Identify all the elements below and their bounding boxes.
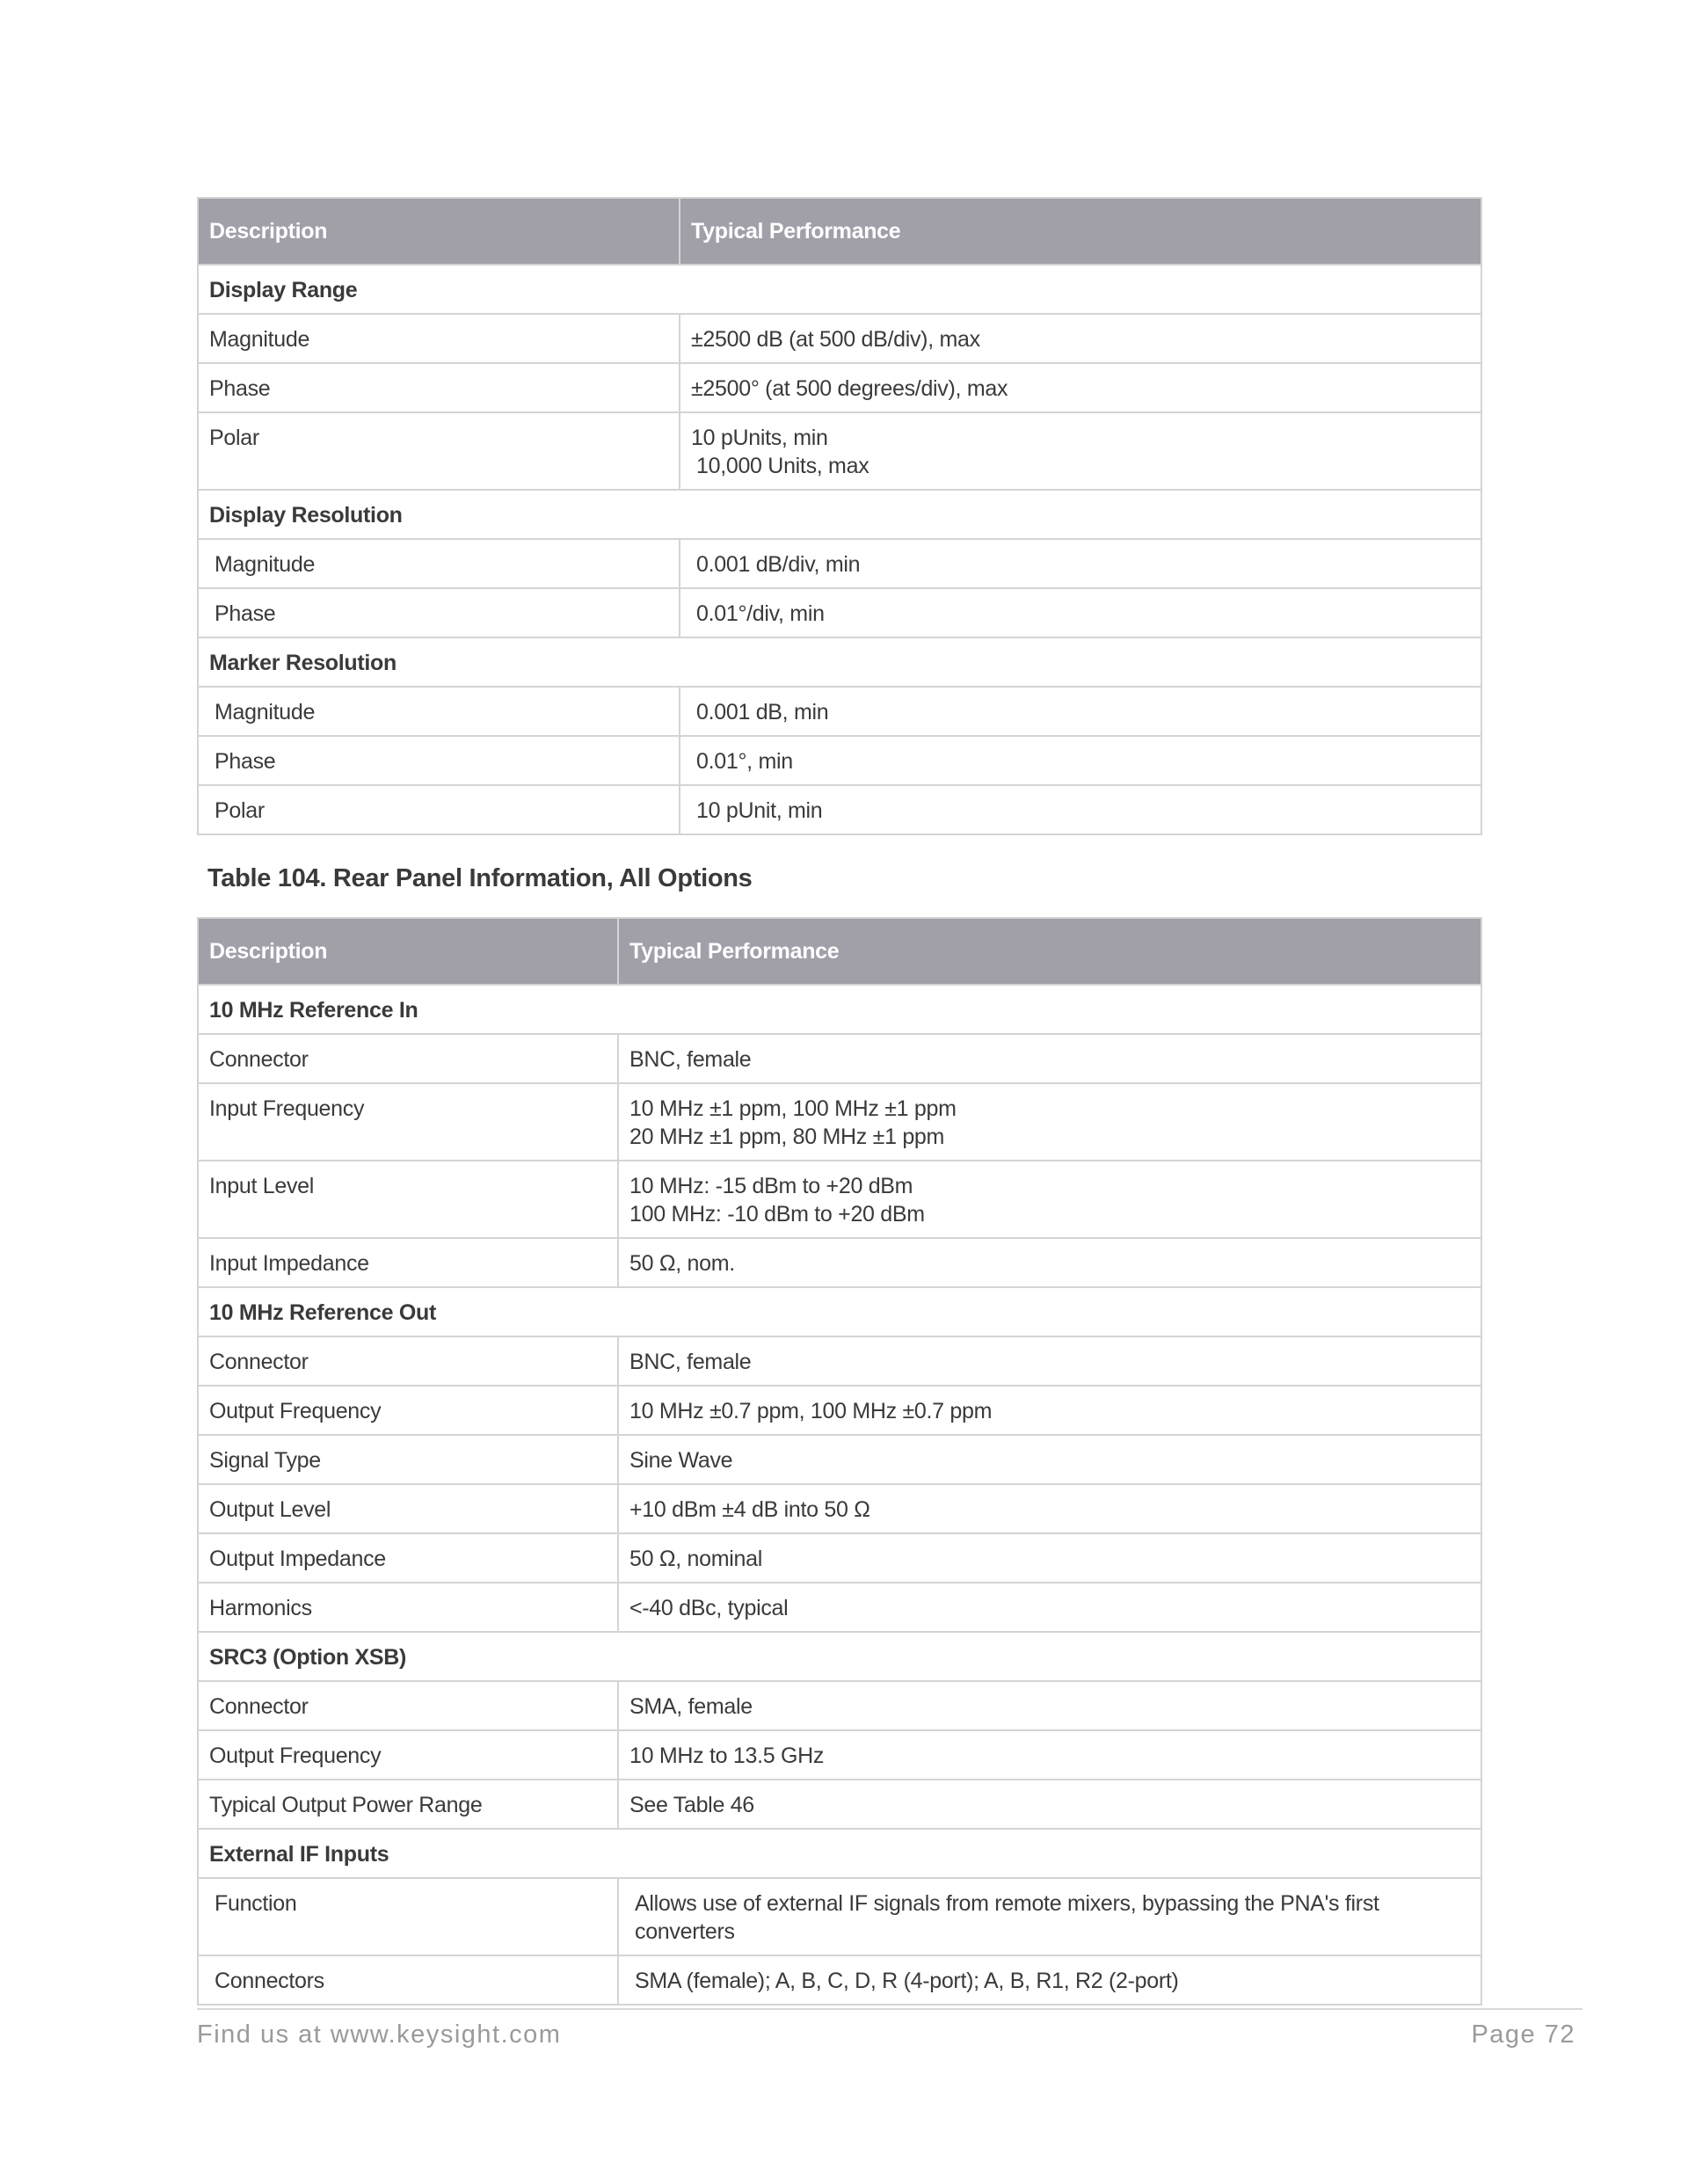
display-spec-table xyxy=(197,197,1482,835)
row-value xyxy=(618,1955,1481,2005)
row-description: Phase xyxy=(198,588,680,637)
column-header-description: Description xyxy=(198,198,680,265)
value-line: 100 MHz: -10 dBm to +20 dBm xyxy=(629,1202,925,1227)
row-description: Typical Output Power Range xyxy=(198,1780,618,1829)
table-row xyxy=(198,1955,1481,2005)
table-row xyxy=(198,363,1481,412)
table-row xyxy=(198,1533,1481,1583)
table-row xyxy=(198,1435,1481,1484)
page-number: Page 72 xyxy=(1471,2020,1575,2049)
row-description: Connector xyxy=(198,1336,618,1386)
row-value xyxy=(618,1435,1481,1484)
section-heading: SRC3 (Option XSB) xyxy=(198,1632,1481,1681)
row-value xyxy=(618,1878,1481,1955)
section-heading: 10 MHz Reference Out xyxy=(198,1287,1481,1336)
rear-panel-table xyxy=(197,917,1482,2006)
table-row xyxy=(198,539,1481,588)
value-line: BNC, female xyxy=(629,1047,752,1072)
value-line: See Table 46 xyxy=(629,1793,754,1817)
section-row xyxy=(198,985,1481,1034)
table-body xyxy=(198,265,1481,834)
row-value xyxy=(618,1780,1481,1829)
value-line: SMA (female); A, B, C, D, R (4-port); A, B, R1, R2 (2-port) xyxy=(635,1969,1179,1993)
footer-website: Find us at www.keysight.com xyxy=(197,2020,562,2049)
value-line: Sine Wave xyxy=(629,1448,733,1473)
table-caption: Table 104. Rear Panel Information, All Options xyxy=(207,864,753,892)
value-line: 10,000 Units, max xyxy=(696,454,869,478)
value-line: <-40 dBc, typical xyxy=(629,1596,789,1620)
row-value xyxy=(680,687,1481,736)
row-value xyxy=(618,1484,1481,1533)
value-line: 10 MHz ±0.7 ppm, 100 MHz ±0.7 ppm xyxy=(629,1399,993,1423)
row-description: Polar xyxy=(198,785,680,834)
table-row xyxy=(198,1878,1481,1955)
table-row xyxy=(198,1161,1481,1238)
row-description: Harmonics xyxy=(198,1583,618,1632)
row-value xyxy=(618,1336,1481,1386)
row-description: Phase xyxy=(198,363,680,412)
row-description: Input Impedance xyxy=(198,1238,618,1287)
table-body xyxy=(198,985,1481,2005)
footer-divider xyxy=(197,2008,1582,2010)
row-value xyxy=(618,1583,1481,1632)
row-description: Output Level xyxy=(198,1484,618,1533)
value-line: Allows use of external IF signals from remote mixers, bypassing the PNA's first converters xyxy=(635,1891,1379,1944)
table-header-row xyxy=(198,198,1481,265)
value-line: BNC, female xyxy=(629,1350,752,1374)
table-row xyxy=(198,785,1481,834)
row-description: Function xyxy=(198,1878,618,1955)
row-value xyxy=(680,412,1481,490)
value-line: 50 Ω, nominal xyxy=(629,1547,762,1571)
table-row xyxy=(198,1336,1481,1386)
row-description: Phase xyxy=(198,736,680,785)
row-description: Input Frequency xyxy=(198,1083,618,1161)
table-row xyxy=(198,1034,1481,1083)
section-row xyxy=(198,637,1481,687)
row-value xyxy=(618,1730,1481,1780)
row-value xyxy=(680,363,1481,412)
row-value xyxy=(618,1533,1481,1583)
section-row xyxy=(198,1829,1481,1878)
row-description: Connector xyxy=(198,1034,618,1083)
row-value xyxy=(680,785,1481,834)
row-description: Input Level xyxy=(198,1161,618,1238)
row-description: Output Frequency xyxy=(198,1730,618,1780)
value-line: 10 MHz: -15 dBm to +20 dBm xyxy=(629,1174,913,1198)
row-description: Magnitude xyxy=(198,539,680,588)
row-value xyxy=(680,736,1481,785)
value-line: 10 MHz to 13.5 GHz xyxy=(629,1744,825,1768)
section-heading: Display Range xyxy=(198,265,1481,314)
row-description: Connectors xyxy=(198,1955,618,2005)
value-line: 50 Ω, nom. xyxy=(629,1251,735,1276)
section-row xyxy=(198,1632,1481,1681)
column-header-description: Description xyxy=(198,918,618,985)
value-line: SMA, female xyxy=(629,1694,753,1719)
table-row xyxy=(198,1780,1481,1829)
value-line: 0.01°/div, min xyxy=(696,601,825,626)
row-value xyxy=(618,1034,1481,1083)
column-header-typical-performance: Typical Performance xyxy=(680,198,1481,265)
value-line: 0.001 dB/div, min xyxy=(696,552,861,577)
value-line: 10 MHz ±1 ppm, 100 MHz ±1 ppm xyxy=(629,1096,957,1121)
section-row xyxy=(198,265,1481,314)
section-row xyxy=(198,1287,1481,1336)
section-heading: 10 MHz Reference In xyxy=(198,985,1481,1034)
row-description: Output Impedance xyxy=(198,1533,618,1583)
row-description: Magnitude xyxy=(198,687,680,736)
value-line: ±2500° (at 500 degrees/div), max xyxy=(691,376,1008,401)
column-header-typical-performance: Typical Performance xyxy=(618,918,1481,985)
value-line: 10 pUnits, min xyxy=(691,426,828,450)
table-header-row xyxy=(198,918,1481,985)
section-heading: Display Resolution xyxy=(198,490,1481,539)
table-row xyxy=(198,687,1481,736)
table-row xyxy=(198,588,1481,637)
row-description: Polar xyxy=(198,412,680,490)
table-row xyxy=(198,1583,1481,1632)
table-row xyxy=(198,1386,1481,1435)
row-value xyxy=(680,588,1481,637)
table-row xyxy=(198,1083,1481,1161)
row-value xyxy=(680,314,1481,363)
section-heading: External IF Inputs xyxy=(198,1829,1481,1878)
table-row xyxy=(198,736,1481,785)
table-row xyxy=(198,314,1481,363)
row-description: Signal Type xyxy=(198,1435,618,1484)
value-line: ±2500 dB (at 500 dB/div), max xyxy=(691,327,980,352)
value-line: 0.001 dB, min xyxy=(696,700,829,724)
row-value xyxy=(618,1238,1481,1287)
section-heading: Marker Resolution xyxy=(198,637,1481,687)
table-row xyxy=(198,1681,1481,1730)
row-value xyxy=(618,1386,1481,1435)
row-value xyxy=(618,1681,1481,1730)
value-line: +10 dBm ±4 dB into 50 Ω xyxy=(629,1497,870,1522)
row-description: Magnitude xyxy=(198,314,680,363)
value-line: 10 pUnit, min xyxy=(696,798,823,823)
table-row xyxy=(198,1484,1481,1533)
table-row xyxy=(198,412,1481,490)
row-value xyxy=(618,1161,1481,1238)
table-row xyxy=(198,1238,1481,1287)
table-row xyxy=(198,1730,1481,1780)
row-description: Connector xyxy=(198,1681,618,1730)
value-line: 0.01°, min xyxy=(696,749,793,774)
value-line: 20 MHz ±1 ppm, 80 MHz ±1 ppm xyxy=(629,1125,945,1149)
row-description: Output Frequency xyxy=(198,1386,618,1435)
row-value xyxy=(618,1083,1481,1161)
section-row xyxy=(198,490,1481,539)
row-value xyxy=(680,539,1481,588)
